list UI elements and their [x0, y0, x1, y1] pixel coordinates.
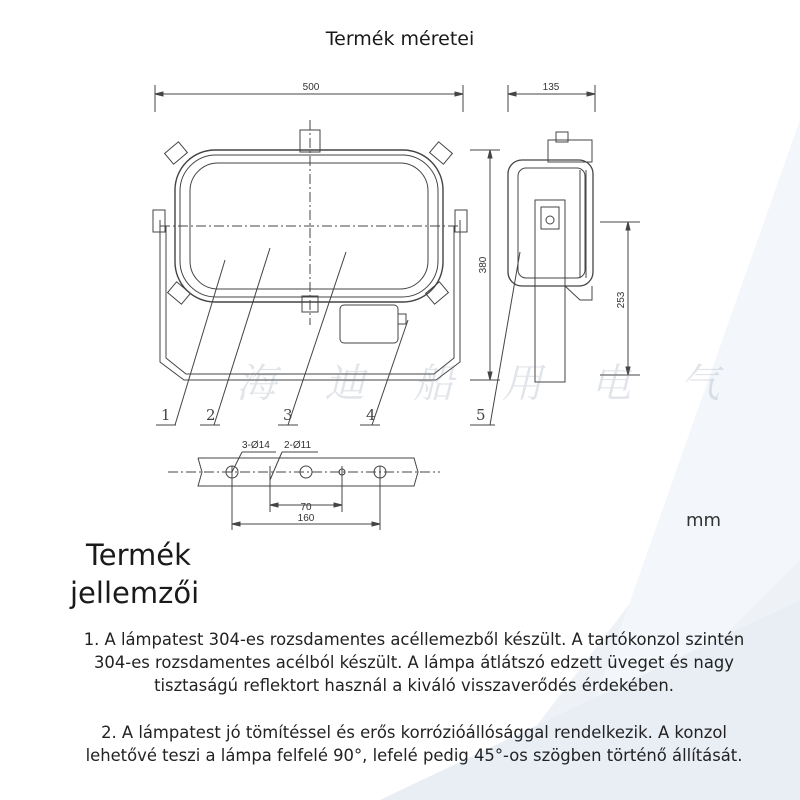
callout-2: 2	[206, 406, 216, 424]
feature-2-line-1: 2. A lámpatest jó tömítéssel és erős korrózióállósággal rendelkezik. A konzol	[101, 723, 727, 742]
holes-2-label: 2-Ø11	[284, 440, 312, 451]
feature-2-line-2: lehetővé teszi a lámpa felfelé 90°, lefelé pedig 45°-os szögben történő állítását.	[85, 746, 743, 765]
spacing-70-label: 70	[300, 502, 312, 513]
callout-1: 1	[161, 406, 171, 424]
holes-3-label: 3-Ø14	[242, 440, 270, 451]
dim-width-label: 500	[302, 82, 320, 93]
feature-paragraph-2	[40, 721, 788, 767]
feature-1-line-3: tisztaságú reflektort használ a kiváló visszaverődés érdekében.	[154, 676, 674, 695]
features-heading-line1: Termék	[86, 538, 191, 572]
watermark-text: 海 迪 船 用 电 气	[236, 361, 738, 407]
dim-height-label: 380	[478, 256, 489, 274]
unit-label: mm	[686, 510, 722, 531]
feature-paragraph-1	[40, 628, 788, 697]
spacing-160-label: 160	[297, 513, 315, 524]
callout-3: 3	[283, 406, 293, 424]
dim-253-label: 253	[616, 291, 627, 309]
page-title: Termék méretei	[325, 28, 475, 50]
callout-4: 4	[366, 406, 376, 424]
feature-1-line-1: 1. A lámpatest 304-es rozsdamentes acéllemezből készült. A tartókonzol szintén	[83, 630, 745, 649]
feature-1-line-2: 304-es rozsdamentes acélból készült. A lámpa átlátszó edzett üveget és nagy	[94, 653, 734, 672]
features-heading-line2: jellemzői	[70, 576, 200, 610]
dim-depth-label: 135	[542, 82, 560, 93]
callout-5: 5	[476, 406, 486, 424]
features-heading	[70, 536, 270, 612]
